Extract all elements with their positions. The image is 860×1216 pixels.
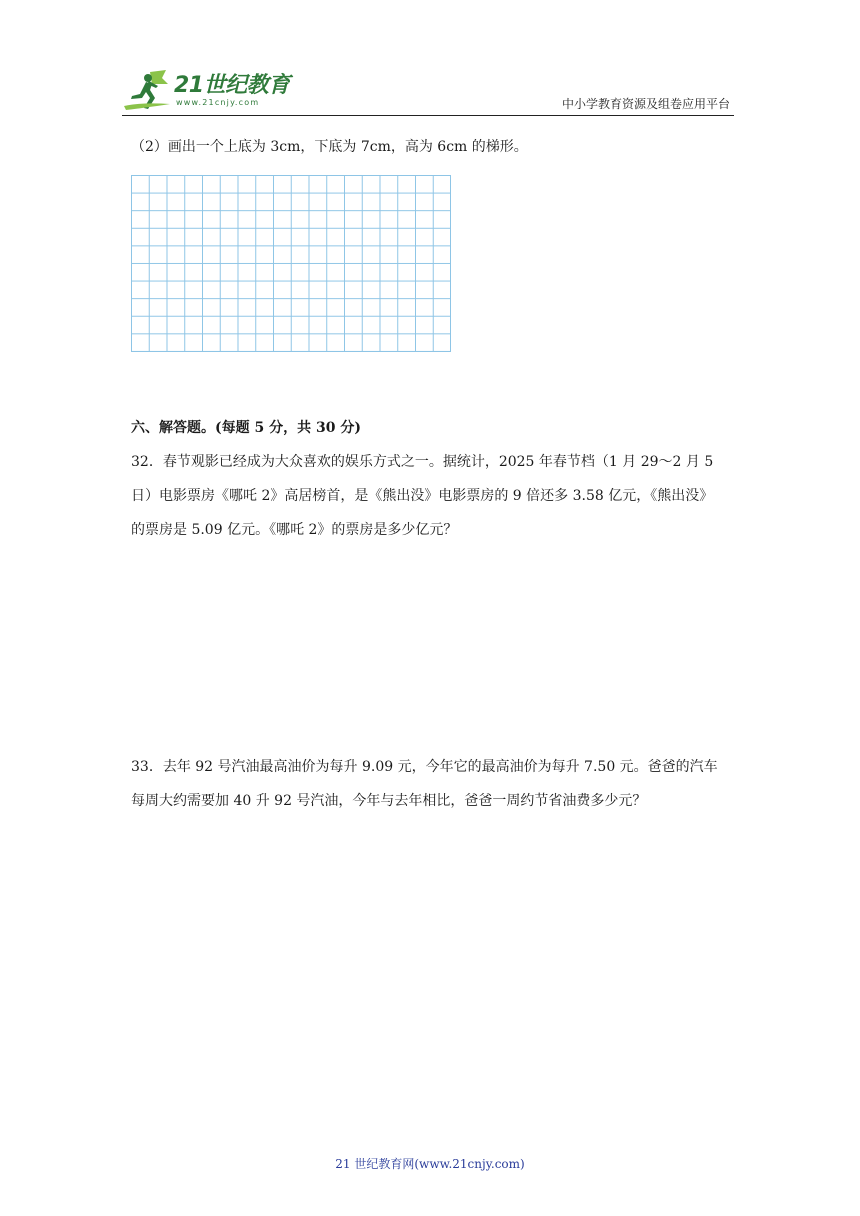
brand-logo[interactable] (122, 68, 292, 114)
platform-title: 中小学教育资源及组卷应用平台 (561, 97, 730, 111)
question-32-line-3: 的票房是 5.09 亿元。《哪吒 2》的票房是多少亿元？ (131, 522, 458, 538)
question-33-line-1: 33．去年 92 号汽油最高油价为每升 9.09 元，今年它的最高油价为每升 7.50 元。爸爸的汽车 (131, 759, 718, 775)
question-32-line-2: 日）电影票房《哪吒 2》高居榜首，是《熊出没》电影票房的 9 倍还多 3.58 亿元，《熊出没》 (131, 488, 714, 504)
question-33-line-2: 每周大约需要加 40 升 92 号汽油，今年与去年相比，爸爸一周约节省油费多少元？ (131, 793, 647, 809)
page-header (0, 0, 860, 120)
page-footer[interactable]: 21 世纪教育网(www.21cnjy.com) (335, 1157, 525, 1171)
question-32-line-1: 32．春节观影已经成为大众喜欢的娱乐方式之一。据统计，2025 年春节档（1 月 29～2 月 5 (131, 454, 714, 470)
runner-logo-icon (122, 68, 174, 112)
logo-url: www.21cnjy.com (176, 98, 260, 107)
section-6-title: 六、解答题。(每题 5 分，共 30 分) (131, 420, 361, 436)
drawing-grid[interactable] (131, 175, 451, 352)
header-divider (122, 115, 734, 116)
question-31-part-2: （2）画出一个上底为 3cm，下底为 7cm，高为 6cm 的梯形。 (131, 139, 528, 155)
logo-wordmark: 21世纪教育 (174, 73, 290, 98)
